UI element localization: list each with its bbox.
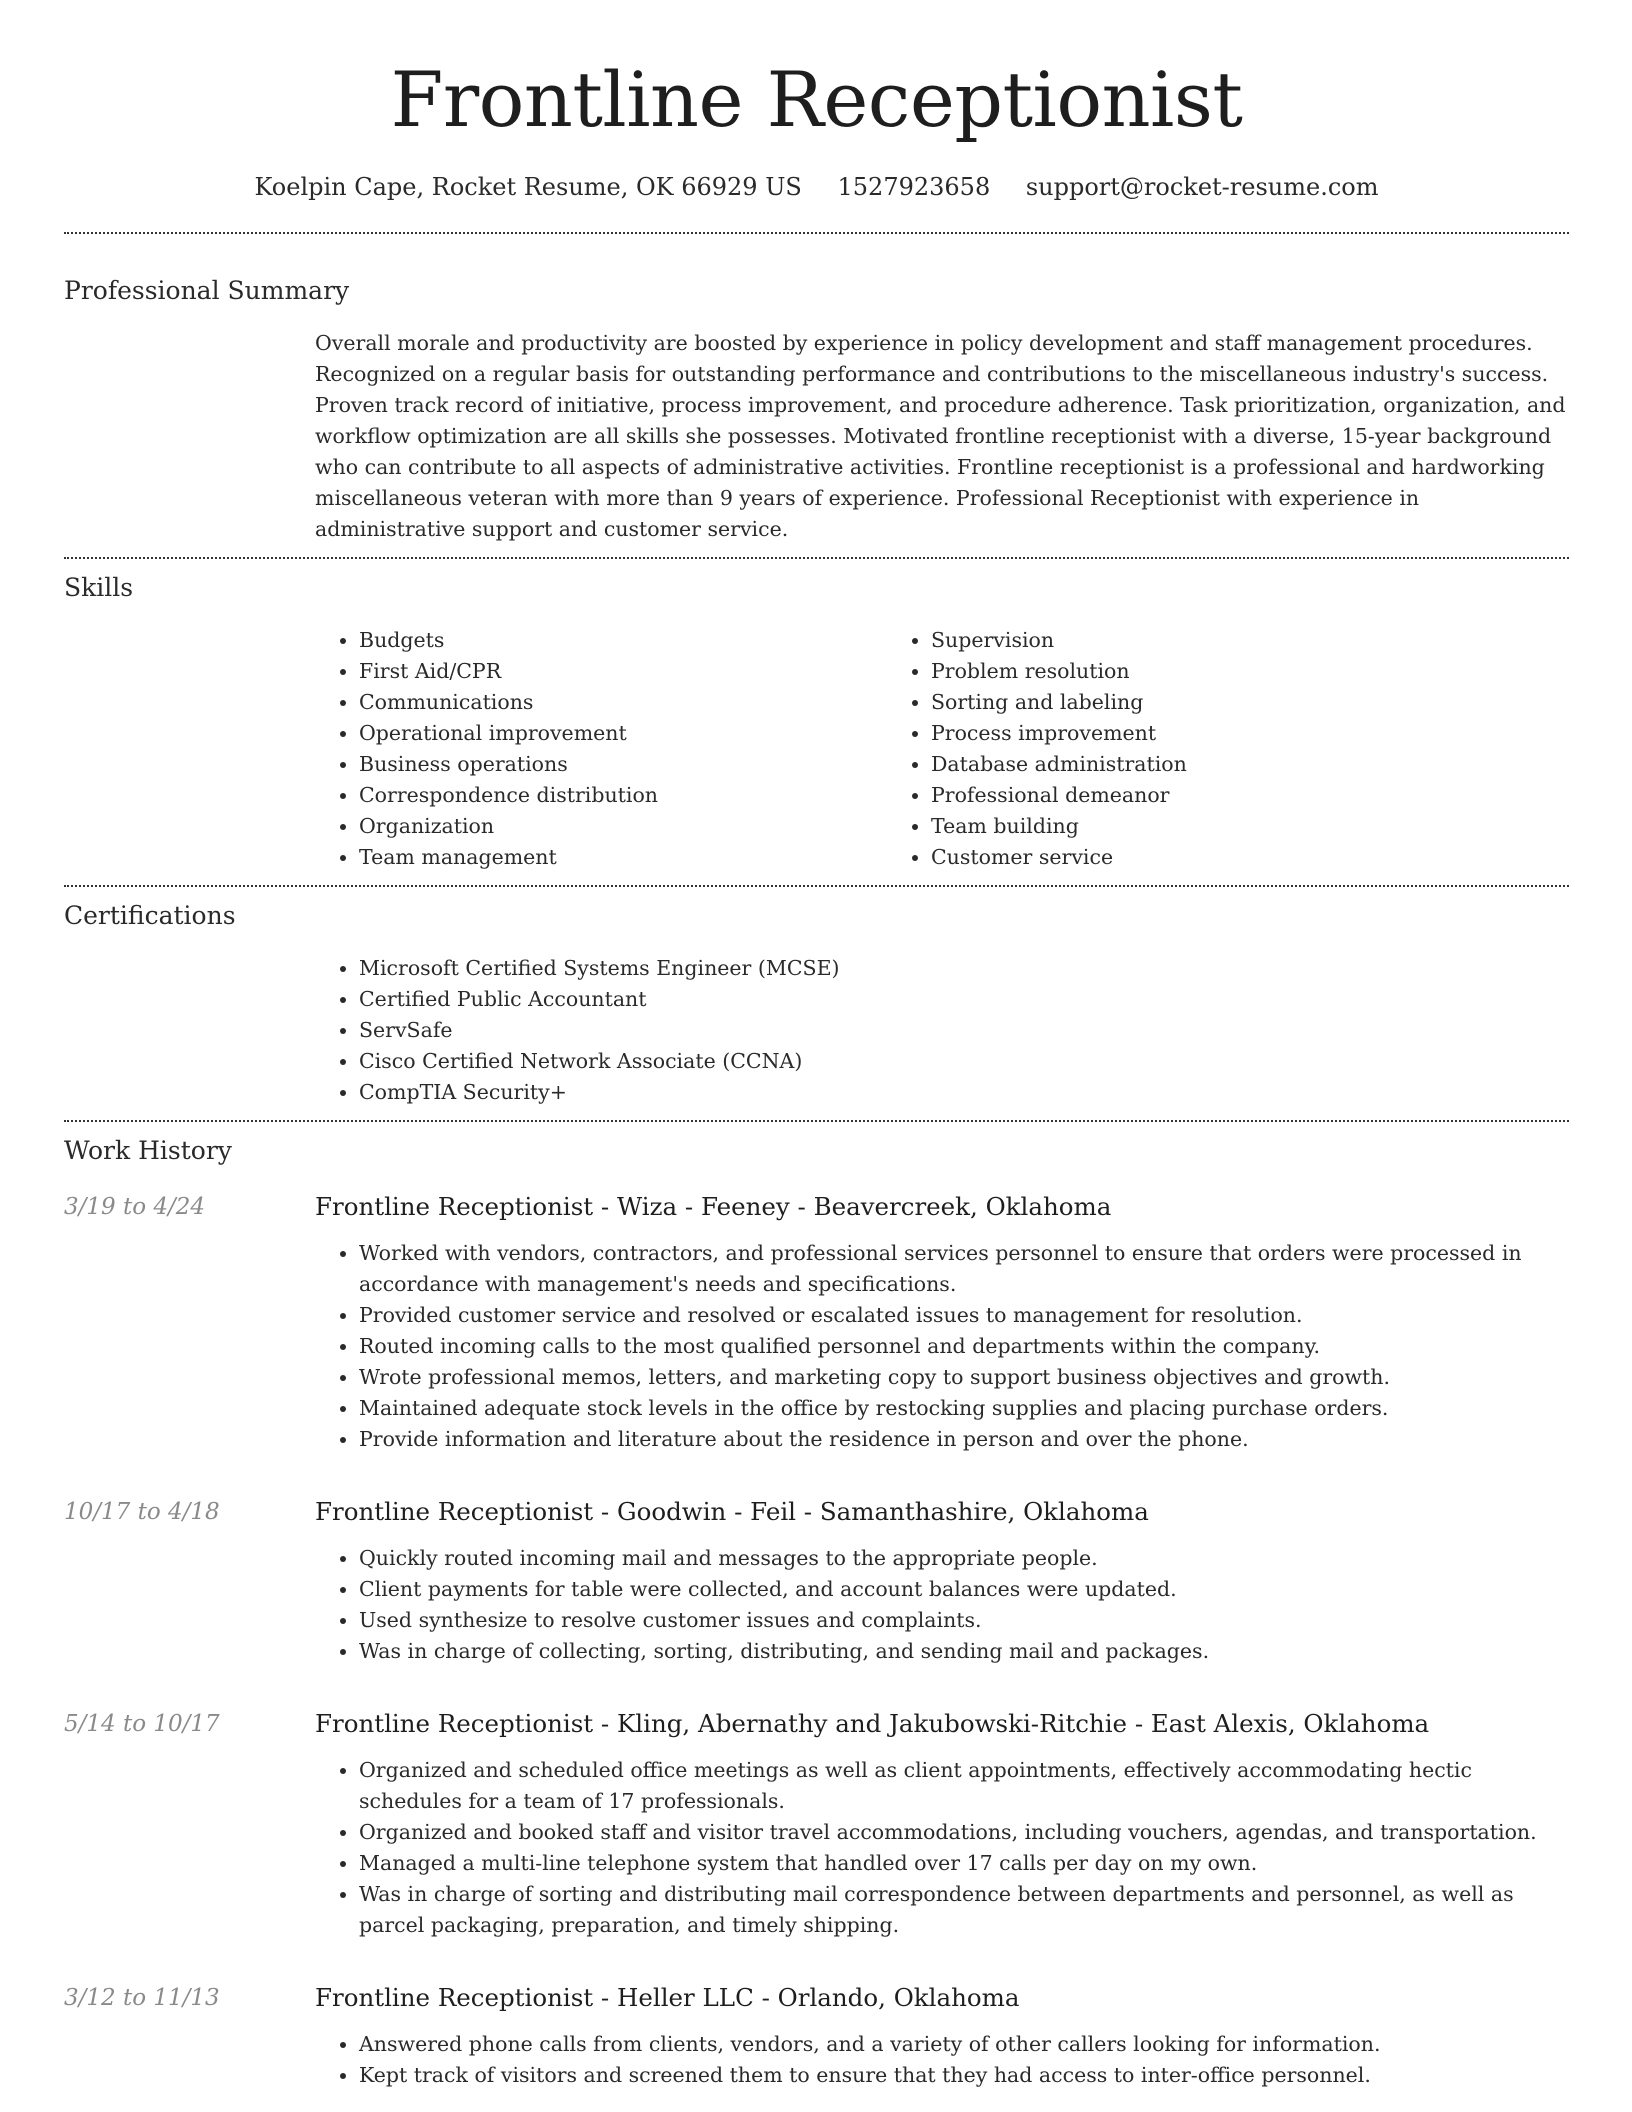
work-history-list	[64, 1190, 1569, 2091]
job-title: Frontline Receptionist - Heller LLC - Orlando, Oklahoma	[315, 1983, 1020, 2012]
section-divider	[64, 885, 1569, 887]
skill-item: • Professional demeanor	[931, 780, 1447, 811]
skill-item: • Team building	[931, 811, 1447, 842]
certification-item: • ServSafe	[359, 1015, 1569, 1046]
summary-heading: Professional Summary	[64, 276, 350, 305]
job-bullet-list	[315, 1755, 1569, 1941]
contact-phone: 1527923658	[837, 173, 991, 201]
job-bullet-list	[315, 1238, 1569, 1455]
job-bullet: • Routed incoming calls to the most qualified personnel and departments within the company.	[359, 1331, 1569, 1362]
skill-item: • Problem resolution	[931, 656, 1447, 687]
job-bullet: • Organized and booked staff and visitor travel accommodations, including vouchers, agendas, and transportation.	[359, 1817, 1569, 1848]
job-bullet-list	[315, 2029, 1569, 2091]
job-date: 5/14 to 10/17	[64, 1711, 220, 1737]
section-divider	[64, 557, 1569, 559]
skill-item: • Organization	[359, 811, 887, 842]
skill-item: • Process improvement	[931, 718, 1447, 749]
job-entry	[64, 1981, 1569, 2091]
job-bullet: • Wrote professional memos, letters, and marketing copy to support business objectives and growth.	[359, 1362, 1569, 1393]
work-history-heading: Work History	[64, 1136, 232, 1165]
job-bullet: • Worked with vendors, contractors, and professional services personnel to ensure that orders were processed in accordance with management's needs and specifications.	[359, 1238, 1569, 1300]
job-entry	[64, 1190, 1569, 1455]
job-date: 3/12 to 11/13	[64, 1985, 220, 2011]
job-details	[315, 1190, 1569, 1455]
certification-item: • CompTIA Security+	[359, 1077, 1569, 1108]
skill-item: • Team management	[359, 842, 887, 873]
summary-text: Overall morale and productivity are boosted by experience in policy development and staff management procedures. Recognized on a regular basis for outstanding performance and contributions to the miscellaneous industry's success. Proven track record of initiative, process improvement, and procedure adherence. Task prioritization, organization, and workflow optimization are all skills she possesses. Motivated frontline receptionist with a diverse, 15-year background who can contribute to all aspects of administrative activities. Frontline receptionist is a professional and hardworking miscellaneous veteran with more than 9 years of experience. Professional Receptionist with experience in administrative support and customer service.	[315, 331, 1566, 541]
certification-item: • Microsoft Certified Systems Engineer (MCSE)	[359, 953, 1569, 984]
job-bullet: • Provided customer service and resolved or escalated issues to management for resolution.	[359, 1300, 1569, 1331]
certifications-list	[315, 953, 1569, 1108]
job-title: Frontline Receptionist - Kling, Abernathy and Jakubowski-Ritchie - East Alexis, Oklahoma	[315, 1709, 1430, 1738]
job-bullet: • Organized and scheduled office meetings as well as client appointments, effectively accommodating hectic schedules for a team of 17 professionals.	[359, 1755, 1569, 1817]
job-entry	[64, 1707, 1569, 1941]
skill-item: • Correspondence distribution	[359, 780, 887, 811]
job-bullet: • Provide information and literature about the residence in person and over the phone.	[359, 1424, 1569, 1455]
job-date: 10/17 to 4/18	[64, 1499, 220, 1525]
job-bullet: • Used synthesize to resolve customer issues and complaints.	[359, 1605, 1569, 1636]
skill-item: • Communications	[359, 687, 887, 718]
job-details	[315, 1707, 1569, 1941]
job-bullet: • Client payments for table were collected, and account balances were updated.	[359, 1574, 1569, 1605]
certification-item: • Certified Public Accountant	[359, 984, 1569, 1015]
job-bullet: • Kept track of visitors and screened them to ensure that they had access to inter-office personnel.	[359, 2060, 1569, 2091]
job-date: 3/19 to 4/24	[64, 1194, 206, 1220]
skill-item: • First Aid/CPR	[359, 656, 887, 687]
job-bullet: • Answered phone calls from clients, vendors, and a variety of other callers looking for information.	[359, 2029, 1569, 2060]
certifications-heading: Certifications	[64, 901, 236, 930]
skill-item: • Business operations	[359, 749, 887, 780]
skills-list-right	[887, 625, 1447, 873]
contact-line	[64, 170, 1569, 204]
job-entry	[64, 1495, 1569, 1667]
skills-list-left	[315, 625, 887, 873]
skill-item: • Sorting and labeling	[931, 687, 1447, 718]
job-bullet: • Quickly routed incoming mail and messages to the appropriate people.	[359, 1543, 1569, 1574]
skill-item: • Budgets	[359, 625, 887, 656]
skill-item: • Database administration	[931, 749, 1447, 780]
job-bullet: • Was in charge of collecting, sorting, distributing, and sending mail and packages.	[359, 1636, 1569, 1667]
skill-item: • Customer service	[931, 842, 1447, 873]
job-details	[315, 1981, 1569, 2091]
job-bullet: • Was in charge of sorting and distributing mail correspondence between departments and personnel, as well as parcel packaging, preparation, and timely shipping.	[359, 1879, 1569, 1941]
job-bullet: • Managed a multi-line telephone system that handled over 17 calls per day on my own.	[359, 1848, 1569, 1879]
skills-columns	[315, 625, 1569, 873]
job-details	[315, 1495, 1569, 1667]
resume-name: Frontline Receptionist	[390, 55, 1243, 144]
job-title: Frontline Receptionist - Wiza - Feeney - Beavercreek, Oklahoma	[315, 1192, 1112, 1221]
contact-address: Koelpin Cape, Rocket Resume, OK 66929 US	[254, 173, 802, 201]
certification-item: • Cisco Certified Network Associate (CCNA)	[359, 1046, 1569, 1077]
resume-page	[64, 0, 1569, 2091]
job-bullet: • Maintained adequate stock levels in the office by restocking supplies and placing purchase orders.	[359, 1393, 1569, 1424]
job-title: Frontline Receptionist - Goodwin - Feil - Samanthashire, Oklahoma	[315, 1497, 1149, 1526]
contact-email: support@rocket-resume.com	[1025, 173, 1379, 201]
job-bullet-list	[315, 1543, 1569, 1667]
skill-item: • Supervision	[931, 625, 1447, 656]
skills-heading: Skills	[64, 573, 134, 602]
section-divider	[64, 232, 1569, 234]
section-divider	[64, 1120, 1569, 1122]
skill-item: • Operational improvement	[359, 718, 887, 749]
